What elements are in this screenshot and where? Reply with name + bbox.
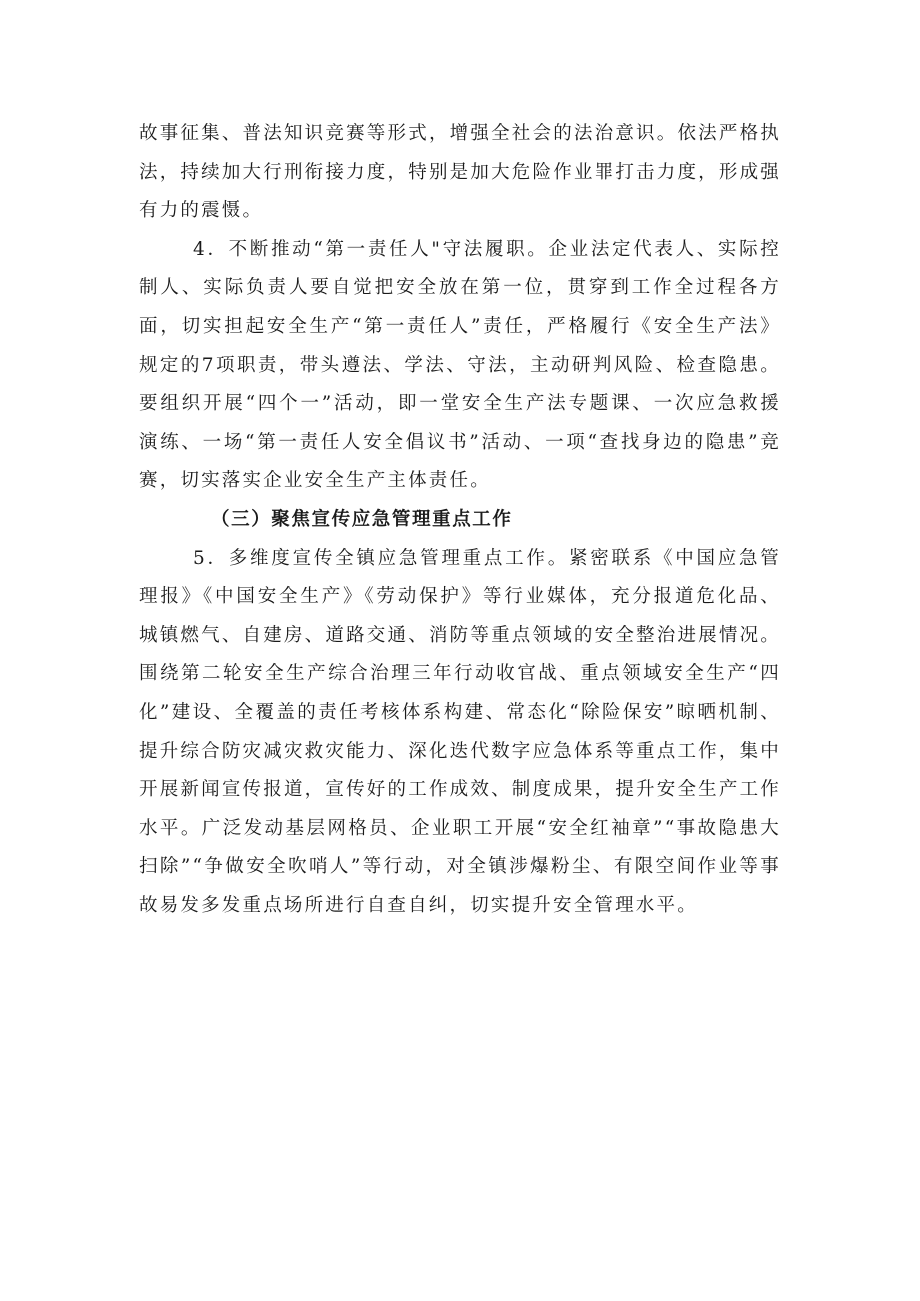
section-heading-3: （三）聚焦宣传应急管理重点工作 — [211, 508, 513, 530]
document-body — [139, 115, 781, 925]
paragraph-continuation: 故事征集、普法知识竞赛等形式，增强全社会的法治意识。依法严格执法，持续加大行刑衔接力度，特别是加大危险作业罪打击力度，形成强有力的震慑。 — [139, 123, 781, 222]
paragraph-item-5: 5．多维度宣传全镇应急管理重点工作。紧密联系《中国应急管理报》《中国安全生产》《劳动保护》等行业媒体，充分报道危化品、城镇燃气、自建房、道路交通、消防等重点领域的安全整治进展情况。围绕第二轮安全生产综合治理三年行动收官战、重点领域安全生产“四化”建设、全覆盖的责任考核体系构建、常态化“除险保安”晾晒机制、提升综合防灾减灾救灾能力、深化迭代数字应急体系等重点工作，集中开展新闻宣传报道，宣传好的工作成效、制度成果，提升安全生产工作水平。广泛发动基层网格员、企业职工开展“安全红袖章”“事故隐患大扫除”“争做安全吹哨人”等行动，对全镇涉爆粉尘、有限空间作业等事故易发多发重点场所进行自查自纠，切实提升安全管理水平。 — [139, 547, 781, 916]
paragraph-item-4: 4．不断推动“第一责任人"守法履职。企业法定代表人、实际控制人、实际负责人要自觉把安全放在第一位，贯穿到工作全过程各方面，切实担起安全生产“第一责任人”责任，严格履行《安全生产法》规定的7项职责，带头遵法、学法、守法，主动研判风险、检查隐患。要组织开展“四个一”活动，即一堂安全生产法专题课、一次应急救援演练、一场“第一责任人安全倡议书”活动、一项“查找身边的隐患”竞赛，切实落实企业安全生产主体责任。 — [139, 238, 781, 492]
